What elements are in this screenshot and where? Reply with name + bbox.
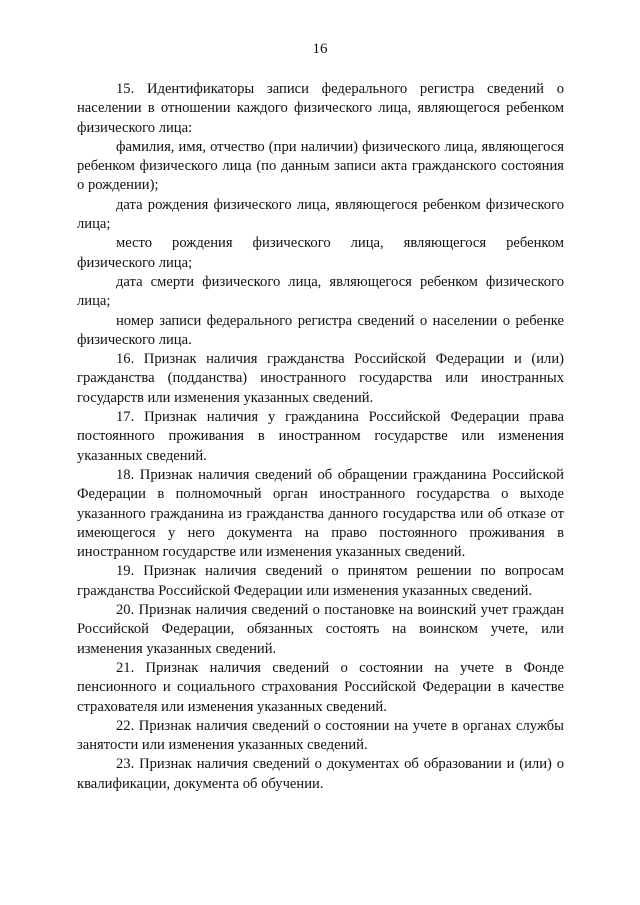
paragraph-child-birth-date: дата рождения физического лица, являющегося ребенком физического лица; [77,196,564,233]
paragraph-item-21: 21. Признак наличия сведений о состоянии на учете в Фонде пенсионного и социального страхования Российской Федерации в качестве страхователя или изменения указанных сведений. [77,659,564,715]
paragraph-item-15: 15. Идентификаторы записи федерального регистра сведений о населении в отношении каждого физического лица, являющегося ребенком физического лица: [77,81,564,136]
paragraph-child-name: фамилия, имя, отчество (при наличии) физического лица, являющегося ребенком физического лица (по данным записи акта гражданского состояния о рождении); [77,138,564,194]
document-body [77,80,564,794]
paragraph-item-22: 22. Признак наличия сведений о состоянии на учете в органах службы занятости или изменения указанных сведений. [77,717,564,754]
paragraph-child-record-number: номер записи федерального регистра сведений о населении о ребенке физического лица. [77,312,564,348]
paragraph-child-death-date: дата смерти физического лица, являющегося ребенком физического лица; [77,273,564,310]
paragraph-child-birth-place: место рождения физического лица, являющегося ребенком физического лица; [77,235,564,271]
paragraph-item-20: 20. Признак наличия сведений о постановке на воинский учет граждан Российской Федерации, обязанных состоять на воинском учете, или изменения указанных сведений. [77,602,564,657]
paragraph-item-23: 23. Признак наличия сведений о документах об образовании и (или) о квалификации, документа об обучении. [77,756,564,792]
paragraph-item-18: 18. Признак наличия сведений об обращении гражданина Российской Федерации в полномочный орган иностранного государства о выходе указанного гражданина из гражданства данного государства или об отказе от имеющегося у него документа на право постоянного проживания в иностранном государстве или изменения указанных сведений. [77,466,564,561]
paragraph-item-19: 19. Признак наличия сведений о принятом решении по вопросам гражданства Российской Федерации или изменения указанных сведений. [77,563,564,599]
page-number: 16 [312,41,328,57]
paragraph-item-16: 16. Признак наличия гражданства Российской Федерации и (или) гражданства (подданства) иностранного государства или иностранных государств или изменения указанных сведений. [77,351,564,406]
paragraph-item-17: 17. Признак наличия у гражданина Российской Федерации права постоянного проживания в иностранном государстве или изменения указанных сведений. [77,409,564,464]
